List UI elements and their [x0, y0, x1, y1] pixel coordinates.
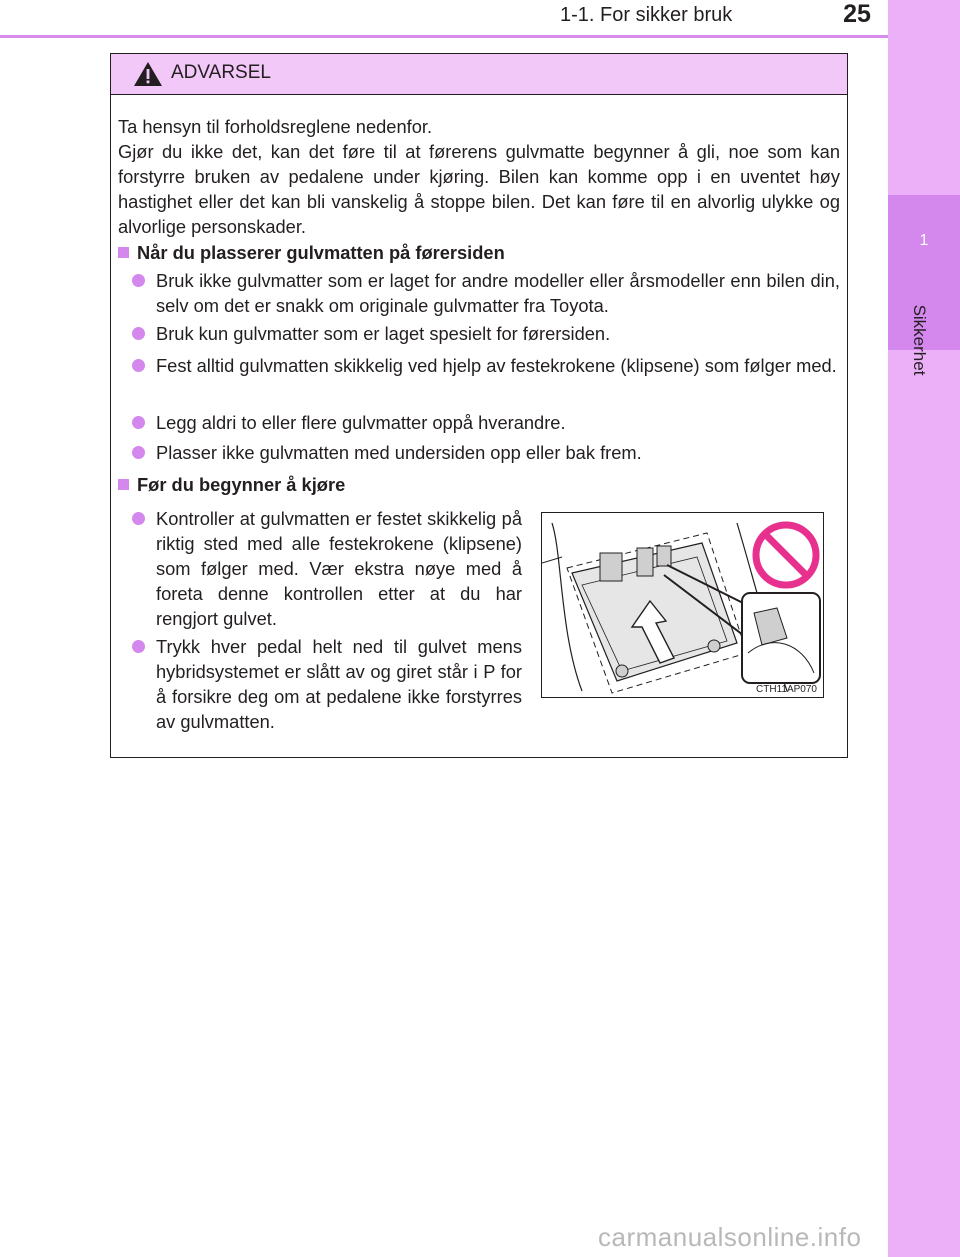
- round-bullet-icon: [132, 640, 145, 653]
- square-bullet-icon: [118, 479, 129, 490]
- round-bullet-icon: [132, 359, 145, 372]
- site-watermark: carmanualsonline.info: [598, 1222, 862, 1252]
- side-thumb-index: [888, 0, 960, 1257]
- header-divider: [0, 35, 888, 38]
- intro-line: Ta hensyn til forholdsreglene nedenfor.: [118, 116, 433, 137]
- round-bullet-icon: [132, 327, 145, 340]
- round-bullet-icon: [132, 416, 145, 429]
- warning-triangle-icon: [133, 61, 163, 87]
- list-item: Kontroller at gulvmatten er festet skikkelig på riktig sted med alle festekrokene (klipsene) som følger med. Vær ekstra nøye med å foreta denne kontrollen etter at du har rengjort gulvet.: [132, 506, 522, 631]
- warning-header: [111, 54, 847, 95]
- running-header-section: 1-1. For sikker bruk: [560, 4, 733, 26]
- square-bullet-icon: [118, 247, 129, 258]
- round-bullet-icon: [132, 512, 145, 525]
- chapter-title: Sikkerhet: [910, 304, 929, 376]
- round-bullet-icon: [132, 274, 145, 287]
- floor-mat-illustration: [541, 512, 824, 698]
- list-item: Bruk ikke gulvmatter som er laget for andre modeller eller årsmodeller enn bilen din, selv om det er snakk om originale gulvmatter fra Toyota.: [132, 268, 840, 318]
- list-item: Plasser ikke gulvmatten med undersiden opp eller bak frem.: [132, 440, 840, 465]
- round-bullet-icon: [132, 446, 145, 459]
- warning-box: [110, 53, 848, 758]
- list-item: Legg aldri to eller flere gulvmatter oppå hverandre.: [132, 410, 840, 435]
- page-number: 25: [843, 0, 871, 28]
- section-heading: Når du plasserer gulvmatten på førersiden: [118, 240, 505, 265]
- floor-mat-drawing: [542, 513, 824, 698]
- chapter-number: 1: [919, 232, 929, 249]
- list-item: Trykk hver pedal helt ned til gulvet mens hybridsystemet er slått av og giret står i P for å forsikre deg om at pedalene ikke forstyrres av gulvmatten.: [132, 634, 522, 734]
- intro-paragraph: Gjør du ikke det, kan det føre til at førerens gulvmatte begynner å gli, noe som kan forstyrre bruken av pedalene under kjøring. Bilen kan komme opp i en uventet høy hastighet eller det kan bli vanskelig å stoppe bilen. Det kan føre til en alvorlig ulykke og alvorlige personskader.: [118, 141, 840, 237]
- warning-title: ADVARSEL: [171, 62, 271, 83]
- warning-intro: [118, 114, 840, 239]
- section-heading: Før du begynner å kjøre: [118, 472, 345, 497]
- illustration-code: CTH11AP070: [756, 684, 817, 695]
- list-item: Bruk kun gulvmatter som er laget spesielt for førersiden.: [132, 321, 840, 346]
- list-item: Fest alltid gulvmatten skikkelig ved hjelp av festekrokene (klipsene) som følger med.: [132, 353, 840, 378]
